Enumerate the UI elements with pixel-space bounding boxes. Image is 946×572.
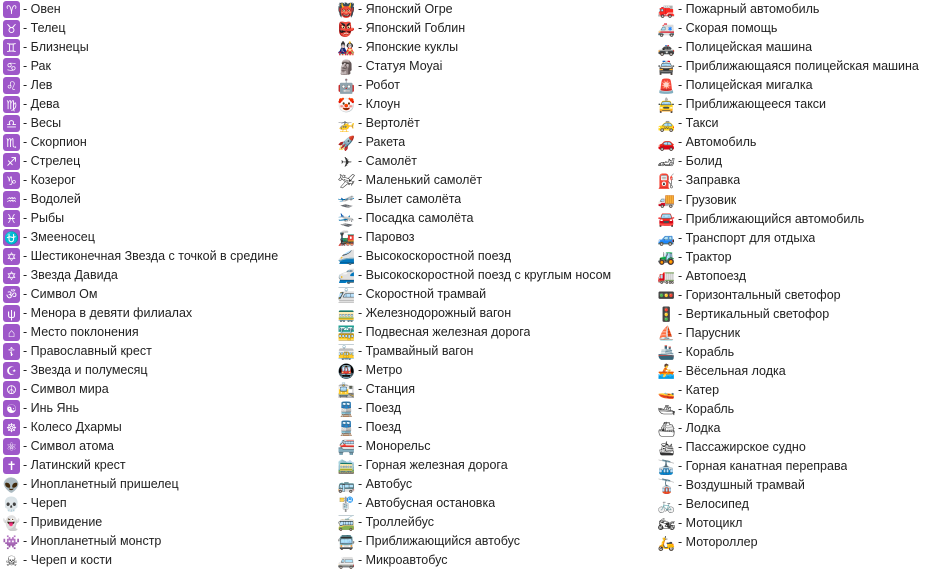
steam-locomotive-icon: 🚂 (338, 229, 355, 246)
list-item-label: - Инопланетный пришелец (23, 477, 179, 491)
suspension-railway-icon: 🚟 (338, 324, 355, 341)
list-item-label: - Привидение (23, 515, 103, 529)
motor-boat-icon: 🛥 (658, 401, 675, 418)
list-item (338, 323, 530, 342)
list-item (658, 381, 719, 400)
helicopter-icon: 🚁 (338, 115, 355, 132)
place-of-worship-icon: ⌂ (3, 324, 20, 341)
list-item (658, 533, 758, 552)
list-item (3, 57, 51, 76)
list-item-label: - Православный крест (23, 344, 152, 358)
list-item-label: - Железнодорожный вагон (358, 306, 512, 320)
list-item (338, 266, 611, 285)
japanese-dolls-icon: 🎎 (338, 39, 355, 56)
list-item-label: - Близнецы (23, 40, 89, 54)
list-item (338, 228, 415, 247)
list-item-label: - Водолей (23, 192, 81, 206)
virgo-icon: ♍ (3, 96, 20, 113)
list-item-label: - Скоростной трамвай (358, 287, 487, 301)
delivery-truck-icon: 🚚 (658, 192, 675, 208)
list-item-label: - Автобусная остановка (358, 496, 496, 510)
list-item (3, 361, 148, 380)
list-item-label: - Вылет самолёта (358, 192, 462, 206)
list-item-label: - Символ мира (23, 382, 109, 396)
capricorn-icon: ♑ (3, 172, 20, 189)
list-item (3, 0, 61, 19)
list-item-label: - Скорая помощь (678, 21, 778, 36)
latin-cross-icon: ✝ (3, 457, 20, 474)
alien-icon: 👽 (3, 476, 20, 493)
skull-icon: 💀 (3, 495, 20, 512)
list-item (658, 305, 829, 324)
list-item (658, 114, 719, 133)
list-item (658, 248, 732, 267)
list-item (658, 324, 740, 343)
list-item-label: - Посадка самолёта (358, 211, 474, 225)
list-item-label: - Скорпион (23, 135, 87, 149)
list-item-label: - Корабль (678, 344, 735, 359)
list-item (658, 57, 919, 76)
list-item-label: - Приближающийся автобус (358, 534, 520, 548)
list-item (3, 19, 66, 38)
list-item-label: - Горизонтальный светофор (678, 287, 841, 302)
list-item-label: - Высокоскоростной поезд (358, 249, 512, 263)
ambulance-icon: 🚑 (658, 20, 675, 37)
list-item (338, 76, 400, 95)
list-item (3, 190, 81, 209)
list-item-label: - Рак (23, 59, 51, 73)
list-item (3, 152, 80, 171)
bicycle-icon: 🚲 (658, 496, 675, 513)
rocket-icon: 🚀 (338, 134, 355, 151)
list-item (338, 171, 482, 190)
list-item-label: - Вертолёт (358, 116, 420, 130)
list-item-label: - Монорельс (358, 439, 431, 453)
list-item-label: - Менора в девяти филиалах (23, 306, 193, 320)
list-item-label: - Место поклонения (23, 325, 139, 339)
list-item (658, 95, 826, 114)
atom-symbol-icon: ⚛ (3, 438, 20, 455)
list-item (3, 494, 67, 513)
list-item (338, 247, 511, 266)
scooter-icon: 🛵 (658, 534, 675, 551)
list-item-label: - Заправка (678, 173, 741, 188)
list-item-label: - Автопоезд (678, 268, 747, 283)
cancer-icon: ♋ (3, 58, 20, 75)
list-item (3, 418, 122, 437)
list-item-label: - Японский Гоблин (358, 21, 466, 35)
ship-icon: 🚢 (658, 344, 675, 361)
list-item-label: - Приближающийся автомобиль (678, 211, 865, 226)
list-item (338, 38, 458, 57)
oncoming-automobile-icon: 🚘 (658, 211, 675, 228)
list-item (3, 304, 192, 323)
list-item (338, 285, 486, 304)
list-item (338, 114, 420, 133)
list-item-label: - Грузовик (678, 192, 737, 207)
speedboat-icon: 🚤 (658, 382, 675, 399)
list-item-label: - Череп и кости (23, 553, 113, 567)
list-item-label: - Корабль (678, 402, 735, 417)
scorpio-icon: ♏ (3, 134, 20, 151)
mountain-cableway-icon: 🚠 (658, 458, 675, 475)
list-item (3, 247, 278, 266)
list-item-label: - Болид (678, 154, 723, 169)
list-item (658, 229, 815, 248)
bullet-train-icon: 🚅 (338, 267, 355, 284)
yin-yang-icon: ☯ (3, 400, 20, 417)
peace-symbol-icon: ☮ (3, 381, 20, 398)
list-item (658, 362, 786, 381)
libra-icon: ♎ (3, 115, 20, 132)
list-item-label: - Подвесная железная дорога (358, 325, 531, 339)
list-item-label: - Такси (678, 116, 719, 131)
recreational-vehicle-icon: 🚙 (658, 230, 675, 247)
tram-car-icon: 🚋 (338, 343, 355, 360)
taxi-icon: 🚕 (658, 115, 675, 132)
list-item (3, 399, 79, 418)
list-item (3, 114, 61, 133)
list-item (658, 514, 742, 533)
list-item (658, 343, 734, 362)
monorail-icon: 🚝 (338, 438, 355, 455)
ghost-icon: 👻 (3, 514, 20, 531)
list-item-label: - Трактор (678, 249, 732, 264)
list-item-label: - Поезд (358, 420, 401, 434)
sagittarius-icon: ♐ (3, 153, 20, 170)
list-item-label: - Горная железная дорога (358, 458, 508, 472)
list-item-label: - Полицейская мигалка (678, 78, 813, 93)
list-item-label: - Козерог (23, 173, 76, 187)
list-item-label: - Самолёт (358, 154, 417, 168)
oncoming-police-car-icon: 🚔 (658, 58, 675, 75)
mountain-railway-icon: 🚞 (338, 457, 355, 474)
list-item-label: - Японские куклы (358, 40, 459, 54)
automobile-icon: 🚗 (658, 134, 675, 151)
list-item (338, 209, 474, 228)
list-item (3, 380, 109, 399)
vertical-traffic-light-icon: 🚦 (658, 306, 675, 323)
star-and-crescent-icon: ☪ (3, 362, 20, 379)
list-item (3, 285, 98, 304)
list-item-label: - Парусник (678, 325, 741, 340)
menorah-icon: ψ (3, 305, 20, 322)
list-item (658, 495, 749, 514)
list-item-label: - Мотоцикл (678, 516, 743, 531)
list-item (658, 419, 721, 438)
list-item (658, 19, 777, 38)
oncoming-bus-icon: 🚍 (338, 533, 355, 550)
list-item-label: - Паровоз (358, 230, 415, 244)
station-icon: 🚉 (338, 381, 355, 398)
fuel-pump-icon: ⛽ (658, 172, 675, 189)
gemini-icon: ♊ (3, 39, 20, 56)
alien-monster-icon: 👾 (3, 533, 20, 550)
list-item (3, 323, 139, 342)
list-item (338, 456, 508, 475)
list-item (338, 19, 465, 38)
clown-icon: 🤡 (338, 96, 355, 113)
list-item-label: - Автомобиль (678, 135, 757, 150)
metro-icon: 🚇 (338, 362, 355, 379)
list-item (658, 171, 740, 190)
list-item-label: - Воздушный трамвай (678, 478, 805, 493)
list-item-label: - Колесо Дхармы (23, 420, 122, 434)
police-car-icon: 🚓 (658, 39, 675, 56)
om-icon: ॐ (3, 286, 20, 303)
list-item-label: - Станция (358, 382, 416, 396)
list-item (338, 342, 473, 361)
six-pointed-star-dot-icon: ✡ (3, 248, 20, 265)
list-item (338, 361, 402, 380)
sailboat-icon: ⛵ (658, 325, 675, 342)
list-item (658, 0, 819, 19)
list-item-label: - Трамвайный вагон (358, 344, 474, 358)
list-item (3, 95, 60, 114)
list-item-label: - Мотороллер (678, 535, 758, 550)
railway-car-icon: 🚃 (338, 305, 355, 322)
list-item-label: - Троллейбус (358, 515, 434, 529)
racing-car-icon: 🏎 (658, 153, 675, 170)
fire-engine-icon: 🚒 (658, 1, 675, 18)
list-item-label: - Катер (678, 383, 720, 397)
list-item-label: - Высокоскоростной поезд с круглым носом (358, 268, 612, 282)
list-item-label: - Автобус (358, 477, 413, 491)
list-item (3, 551, 112, 570)
list-item (3, 266, 118, 285)
list-item-label: - Змееносец (23, 230, 95, 244)
list-item (658, 438, 806, 457)
list-item (3, 133, 87, 152)
list-item (338, 152, 417, 171)
list-item-label: - Символ атома (23, 439, 114, 453)
list-item-label: - Поезд (358, 401, 401, 415)
star-of-david-icon: ✡ (3, 267, 20, 284)
list-item (338, 95, 400, 114)
list-item-label: - Транспорт для отдыха (678, 230, 816, 245)
bus-icon: 🚌 (338, 476, 355, 493)
list-item (338, 380, 415, 399)
aerial-tramway-icon: 🚡 (658, 477, 675, 494)
motorcycle-icon: 🏍 (658, 515, 675, 532)
list-item-label: - Японский Огре (358, 2, 453, 16)
list-item-label: - Приближающаяся полицейская машина (678, 59, 919, 74)
oncoming-taxi-icon: 🚖 (658, 96, 675, 113)
horizontal-traffic-light-icon: 🚥 (658, 287, 675, 304)
list-item-label: - Инь Янь (23, 401, 79, 415)
airplane-arrival-icon: 🛬 (338, 210, 355, 227)
list-item (658, 133, 756, 152)
list-item-label: - Робот (358, 78, 400, 92)
list-item (338, 551, 448, 570)
list-item (338, 304, 511, 323)
list-item (3, 171, 76, 190)
tractor-icon: 🚜 (658, 249, 675, 266)
list-item-label: - Горная канатная переправа (678, 459, 848, 474)
aries-icon: ♈ (3, 1, 20, 18)
leo-icon: ♌ (3, 77, 20, 94)
list-item (338, 399, 401, 418)
list-item-label: - Статуя Моуаі (358, 59, 443, 73)
bus-stop-icon: 🚏 (338, 495, 355, 512)
list-item-label: - Клоун (358, 97, 401, 111)
list-item-label: - Весы (23, 116, 62, 130)
list-item (658, 76, 813, 95)
list-item (338, 532, 520, 551)
list-item (3, 38, 89, 57)
car-train-icon: 🚛 (658, 268, 675, 285)
boat-icon: ⛴ (658, 420, 675, 437)
list-item (3, 76, 52, 95)
list-item (658, 191, 736, 210)
list-item-label: - Стрелец (23, 154, 81, 168)
list-item-label: - Маленький самолёт (358, 173, 483, 187)
list-item-label: - Лодка (678, 421, 721, 436)
train-icon: 🚆 (338, 400, 355, 417)
robot-icon: 🤖 (338, 77, 355, 94)
list-item-label: - Лев (23, 78, 53, 92)
list-item-label: - Велосипед (678, 497, 749, 512)
list-item (3, 209, 64, 228)
minibus-icon: 🚐 (338, 552, 355, 569)
list-item-label: - Вертикальный светофор (678, 306, 830, 321)
high-speed-train-icon: 🚄 (338, 248, 355, 265)
list-item (338, 475, 412, 494)
aquarius-icon: ♒ (3, 191, 20, 208)
small-airplane-icon: 🛩 (338, 172, 355, 189)
list-item-label: - Латинский крест (23, 458, 126, 472)
list-item (658, 286, 841, 305)
list-item-label: - Овен (23, 2, 61, 16)
list-item (338, 513, 434, 532)
passenger-ship-icon: 🛳 (658, 439, 675, 456)
pisces-icon: ♓ (3, 210, 20, 227)
police-light-icon: 🚨 (658, 77, 675, 94)
list-item (658, 38, 812, 57)
list-item (3, 513, 102, 532)
list-item (3, 228, 95, 247)
list-item (3, 532, 161, 551)
list-item (658, 476, 805, 495)
list-item (658, 152, 722, 171)
list-item-label: - Метро (358, 363, 403, 377)
light-rail-icon: 🚈 (338, 286, 355, 303)
oncoming-train-icon: 🚆 (338, 419, 355, 436)
list-item-label: - Дева (23, 97, 60, 111)
taurus-icon: ♉ (3, 20, 20, 37)
list-item-label: - Рыбы (23, 211, 65, 225)
list-item-label: - Символ Ом (23, 287, 98, 301)
list-item (658, 210, 864, 229)
list-item-label: - Ракета (358, 135, 406, 149)
list-item (338, 418, 401, 437)
list-item-label: - Микроавтобус (358, 553, 448, 567)
list-item (338, 57, 442, 76)
japanese-goblin-icon: 👺 (338, 20, 355, 37)
list-item-label: - Звезда и полумесяц (23, 363, 148, 377)
list-item (3, 437, 114, 456)
list-item (338, 190, 461, 209)
orthodox-cross-icon: ☦ (3, 343, 20, 360)
list-item-label: - Пожарный автомобиль (678, 2, 820, 16)
list-item (658, 457, 847, 476)
trolleybus-icon: 🚎 (338, 514, 355, 531)
list-item (3, 342, 152, 361)
list-item-label: - Приближающееся такси (678, 97, 827, 112)
list-item (338, 437, 431, 456)
airplane-icon: ✈ (340, 153, 353, 170)
list-item-label: - Череп (23, 496, 67, 510)
list-item (338, 0, 453, 19)
list-item (338, 494, 495, 513)
list-item (3, 456, 126, 475)
list-item (658, 400, 734, 419)
wheel-of-dharma-icon: ☸ (3, 419, 20, 436)
rowboat-icon: 🚣 (658, 363, 675, 380)
airplane-departure-icon: 🛫 (338, 191, 355, 208)
list-item-label: - Инопланетный монстр (23, 534, 162, 548)
skull-and-crossbones-icon: ☠ (5, 552, 18, 569)
list-item-label: - Телец (23, 21, 66, 35)
list-item-label: - Вёсельная лодка (678, 363, 786, 378)
list-item-label: - Пассажирское судно (678, 440, 806, 455)
list-item-label: - Звезда Давида (23, 268, 118, 282)
list-item-label: - Полицейская машина (678, 40, 813, 55)
list-item (658, 267, 746, 286)
list-item-label: - Шестиконечная Звезда с точкой в средине (23, 249, 279, 263)
list-item (338, 133, 405, 152)
ophiuchus-icon: ⛎ (4, 230, 19, 245)
list-item (3, 475, 179, 494)
moai-icon: 🗿 (338, 58, 355, 75)
japanese-ogre-icon: 👹 (338, 1, 355, 18)
